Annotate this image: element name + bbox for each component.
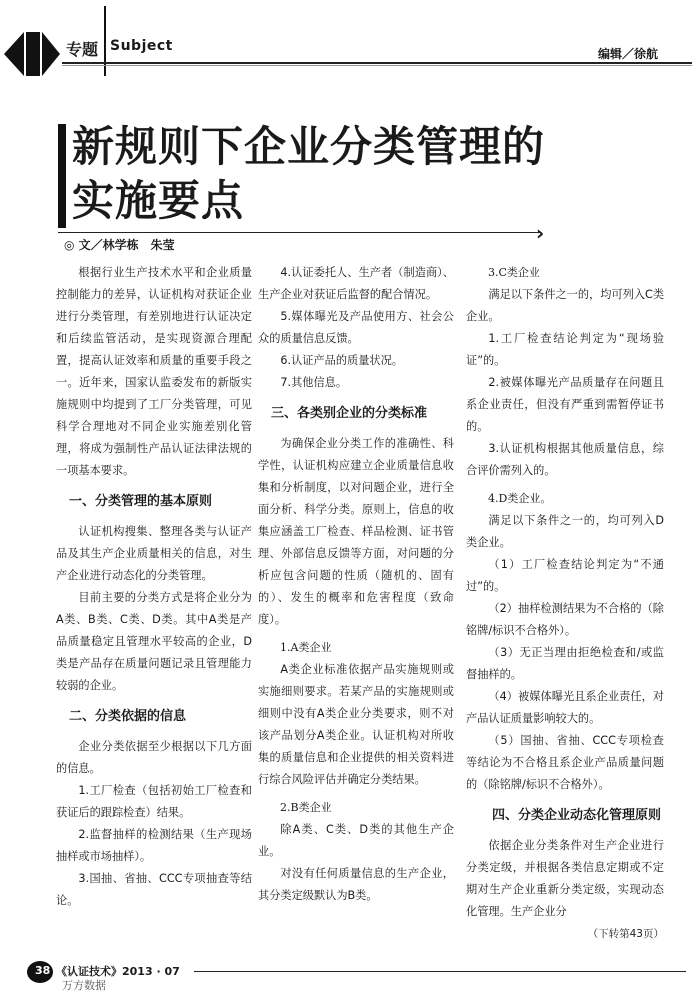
continued-note: （下转第43页） bbox=[587, 928, 664, 940]
section-label-en: Subject bbox=[110, 38, 173, 54]
paragraph: 企业分类依据至少根据以下几方面的信息。 bbox=[56, 740, 252, 775]
paragraph: （2）抽样检测结果为不合格的（除铭牌/标识不合格外）。 bbox=[466, 602, 664, 637]
section-heading: 一、分类管理的基本原则 bbox=[69, 494, 213, 509]
paragraph: 根据行业生产技术水平和企业质量控制能力的差异，认证机构对获证企业进行分类管理，有差别地进行认证决定和后续监管活动，是实现资源合理配置，提高认证效率和质量的重要手段之一。近年来，国家认监委发布的新版实施规则中均提到了工厂分类管理，可见科学合理地对不同企业实施差别化管理，将成为强制性产品认证法律法规的一项基本要求。 bbox=[56, 266, 252, 477]
subheading: 2.B类企业 bbox=[280, 801, 332, 814]
title-accent-bar bbox=[58, 124, 66, 228]
paragraph: 3.认证机构根据其他质量信息，综合评价需列入的。 bbox=[466, 442, 664, 477]
paragraph: 6.认证产品的质量状况。 bbox=[280, 354, 403, 367]
section-heading: 三、各类别企业的分类标准 bbox=[271, 406, 428, 421]
header-rule-thin bbox=[62, 65, 692, 66]
paragraph: 1.工厂检查结论判定为“现场验证”的。 bbox=[466, 332, 664, 367]
title-underline bbox=[58, 232, 540, 233]
footer-rule bbox=[194, 971, 686, 972]
title-line-1: 新规则下企业分类管理的 bbox=[72, 122, 546, 171]
page-number: 38 bbox=[35, 964, 51, 977]
page-footer bbox=[26, 960, 686, 990]
paragraph: 3.国抽、省抽、CCC专项抽查等结论。 bbox=[56, 872, 252, 907]
subheading: 1.A类企业 bbox=[280, 641, 332, 654]
paragraph: 1.工厂检查（包括初始工厂检查和获证后的跟踪检查）结果。 bbox=[56, 784, 252, 819]
paragraph: 对没有任何质量信息的生产企业，其分类定级默认为B类。 bbox=[258, 867, 454, 902]
paragraph: 7.其他信息。 bbox=[280, 376, 348, 389]
paragraph: 2.监督抽样的检测结果（生产现场抽样或市场抽样）。 bbox=[56, 828, 252, 863]
paragraph: 4.认证委托人、生产者（制造商）、生产企业对获证后监督的配合情况。 bbox=[258, 266, 454, 301]
section-arrow-icon bbox=[2, 30, 68, 78]
paragraph: 依据企业分类条件对生产企业进行分类定级，并根据各类信息定期或不定期对生产企业重新分类定级，实现动态化管理。生产企业分 bbox=[466, 839, 664, 918]
column-3 bbox=[466, 262, 664, 945]
paragraph: 除A类、C类、D类的其他生产企业。 bbox=[258, 823, 454, 858]
editor-credit: 编辑／徐航 bbox=[598, 47, 659, 61]
subheading: 3.C类企业 bbox=[488, 266, 540, 279]
subheading: 4.D类企业。 bbox=[488, 492, 552, 505]
paragraph: 2.被媒体曝光产品质量存在问题且系企业责任，但没有严重到需暂停证书的。 bbox=[466, 376, 664, 433]
paragraph: （3）无正当理由拒绝检查和/或监督抽样的。 bbox=[466, 646, 664, 681]
title-line-2: 实施要点 bbox=[72, 176, 245, 225]
paragraph: （1）工厂检查结论判定为“不通过”的。 bbox=[466, 558, 664, 593]
paragraph: 满足以下条件之一的，均可列入C类企业。 bbox=[466, 288, 665, 323]
author-line: ◎ 文／林学栋 朱莹 bbox=[64, 238, 175, 252]
watermark: 万方数据 bbox=[62, 979, 106, 992]
paragraph: 满足以下条件之一的，均可列入D类企业。 bbox=[466, 514, 664, 549]
paragraph: 认证机构搜集、整理各类与认证产品及其生产企业质量相关的信息，对生产企业进行动态化的分类管理。 bbox=[56, 525, 252, 582]
column-1 bbox=[56, 262, 252, 912]
paragraph: （4）被媒体曝光且系企业责任，对产品认证质量影响较大的。 bbox=[466, 690, 664, 725]
section-heading: 四、分类企业动态化管理原则 bbox=[492, 808, 662, 823]
chevron-right-icon: › bbox=[536, 221, 545, 245]
header-rule bbox=[62, 62, 692, 64]
paragraph: 5.媒体曝光及产品使用方、社会公众的质量信息反馈。 bbox=[258, 310, 454, 345]
paragraph: （5）国抽、省抽、CCC专项检查等结论为不合格且系企业产品质量问题的（除铭牌/标识不合格外）。 bbox=[466, 734, 664, 791]
magazine-issue: 《认证技术》2013 · 07 bbox=[56, 965, 180, 978]
paragraph: A类企业标准依据产品实施规则或实施细则要求。若某产品的实施规则或细则中没有A类企业分类要求，则不对该产品划分A类企业。认证机构对所收集的质量信息和企业提供的相关资料进行综合风险评估并确定分类结果。 bbox=[258, 663, 454, 786]
section-heading: 二、分类依据的信息 bbox=[69, 709, 187, 724]
paragraph: 目前主要的分类方式是将企业分为A类、B类、C类、D类。其中A类是产品质量稳定且管理水平较高的企业，D类是产品存在质量问题记录且管理能力较弱的企业。 bbox=[56, 591, 252, 692]
column-2 bbox=[258, 262, 454, 907]
article-title bbox=[72, 120, 545, 228]
section-label-cn: 专题 bbox=[66, 40, 99, 59]
page-header bbox=[0, 0, 700, 80]
paragraph: 为确保企业分类工作的准确性、科学性，认证机构应建立企业质量信息收集和分析制度，以对问题企业，进行全面分析、科学分类。原则上，信息的收集应涵盖工厂检查、样品检测、证书管理、外部信息反馈等方面，对问题的分析应包含问题的性质（随机的、固有的）、发生的概率和危害程度（致命度）。 bbox=[258, 437, 454, 626]
